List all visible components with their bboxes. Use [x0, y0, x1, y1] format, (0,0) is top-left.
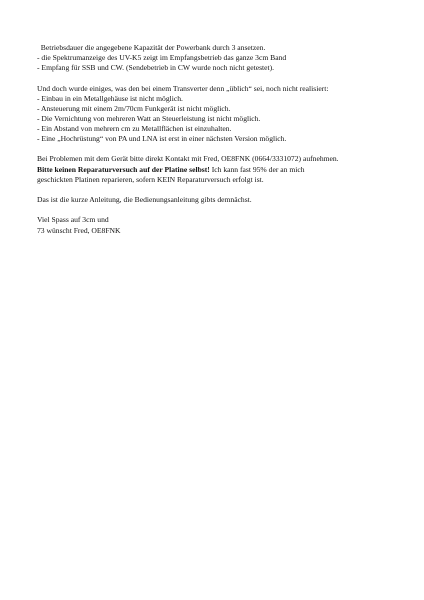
document-body	[37, 43, 393, 236]
repair-warning: Bitte keinen Reparaturversuch auf der Platine selbst!	[37, 164, 210, 174]
intro-line: - Empfang für SSB und CW. (Sendebetrieb in CW wurde noch nicht getestet).	[37, 63, 275, 73]
contact-paragraph	[37, 154, 393, 184]
contact-line: Bei Problemen mit dem Gerät bitte direkt Kontakt mit Fred, OE8FNK (0664/3331072) aufnehmen.	[37, 154, 339, 164]
signoff-paragraph	[37, 215, 393, 235]
list-item: - Ein Abstand von mehrern cm zu Metallflächen ist einzuhalten.	[37, 123, 232, 133]
contact-line: geschickten Platinen reparieren, sofern KEIN Reparaturversuch erfolgt ist.	[37, 174, 264, 184]
signoff-line: 73 wünscht Fred, OE8FNK	[37, 225, 121, 235]
intro-line: Betriebsdauer die angegebene Kapazität der Powerbank durch 3 ansetzen.	[37, 43, 266, 52]
signoff-line: Viel Spass auf 3cm und	[37, 215, 109, 225]
list-item: - Eine „Hochrüstung“ von PA und LNA ist erst in einer nächsten Version möglich.	[37, 134, 287, 144]
transverter-paragraph	[37, 84, 393, 145]
list-item: - Ansteuerung mit einem 2m/70cm Funkgerät ist nicht möglich.	[37, 103, 231, 113]
list-item: - Einbau in ein Metallgehäuse ist nicht möglich.	[37, 93, 183, 103]
closing-paragraph	[37, 195, 393, 205]
intro-line: - die Spektrumanzeige des UV-K5 zeigt im Empfangsbetrieb das ganze 3cm Band	[37, 53, 287, 63]
contact-line	[37, 165, 393, 175]
list-item: - Die Vernichtung von mehreren Watt an Steuerleistung ist nicht möglich.	[37, 113, 261, 123]
transverter-heading: Und doch wurde einiges, was den bei einem Transverter denn „üblich“ sei, noch nicht realisiert:	[37, 83, 329, 93]
paragraph-gap	[37, 73, 393, 83]
closing-note: Das ist die kurze Anleitung, die Bedienungsanleitung gibts demnächst.	[37, 195, 252, 205]
paragraph-gap	[37, 205, 393, 215]
intro-paragraph	[37, 43, 393, 73]
paragraph-gap	[37, 144, 393, 154]
repair-note: Ich kann fast 95% der an mich	[209, 164, 305, 174]
paragraph-gap	[37, 185, 393, 195]
